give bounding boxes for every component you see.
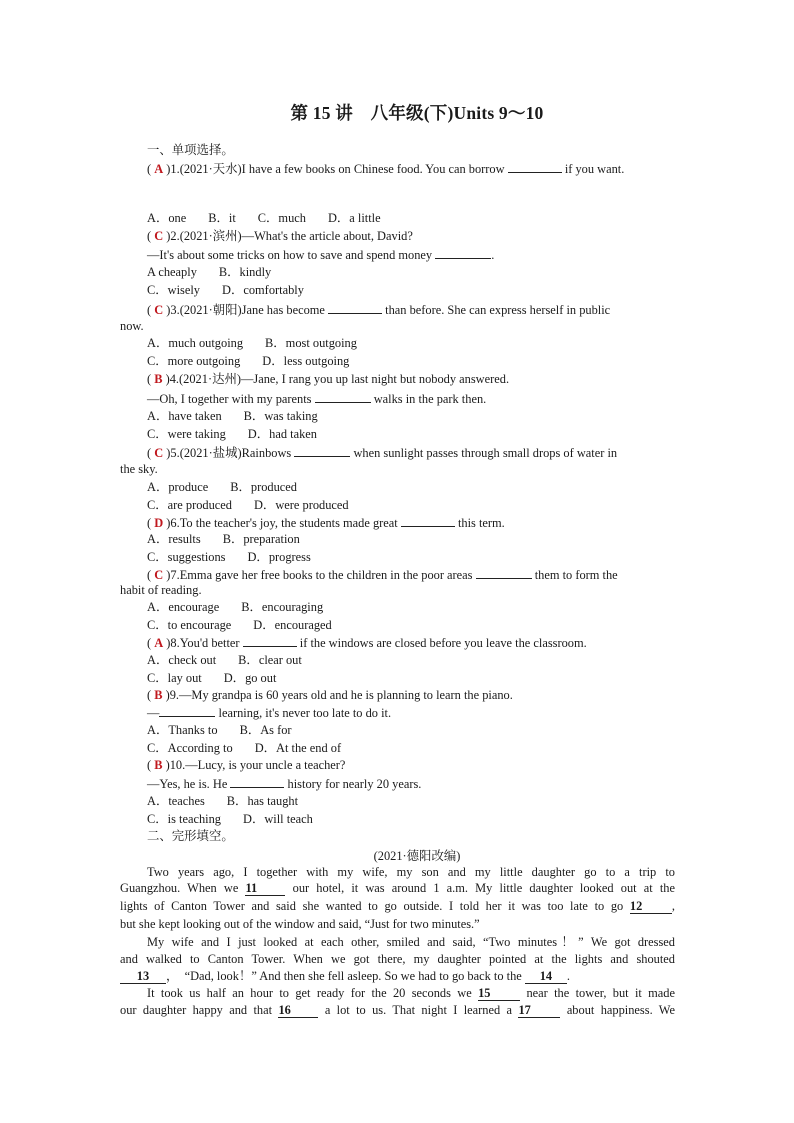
answer-blank[interactable] (508, 160, 562, 173)
options-7a: A．encourage B．encouraging (147, 600, 324, 614)
options-6a: A．results B．preparation (147, 532, 300, 546)
cloze-line-9: our daughter happy and that 16 a lot to us. That night I learned a 17 about happiness. We (120, 1003, 676, 1017)
answer-5: C (154, 446, 164, 460)
cloze-blank-16[interactable]: 16 (278, 1003, 318, 1018)
options-3b: C．more outgoing D．less outgoing (147, 354, 350, 368)
options-7b: C．to encourage D．encouraged (147, 618, 332, 632)
answer-blank[interactable] (315, 390, 371, 403)
page-title: 第 15 讲 八年级(下)Units 9～10 (290, 103, 544, 123)
cloze-blank-15[interactable]: 15 (478, 986, 520, 1001)
answer-4: B (154, 372, 163, 386)
question-4: ( B )4.(2021·达州)—Jane, I rang you up last night but nobody answered. (147, 372, 510, 386)
answer-blank[interactable] (230, 775, 284, 788)
answer-blank[interactable] (435, 246, 491, 259)
answer-7: C (154, 568, 164, 582)
options-2b: C．wisely D．comfortably (147, 283, 304, 297)
question-5-cont: the sky. (120, 462, 158, 476)
answer-blank[interactable] (159, 704, 215, 717)
cloze-blank-17[interactable]: 17 (518, 1003, 560, 1018)
answer-2: C (154, 229, 164, 243)
answer-blank[interactable] (294, 444, 350, 457)
cloze-blank-11[interactable]: 11 (245, 881, 285, 896)
cloze-line-8: It took us half an hour to get ready for the 20 seconds we 15 near the tower, but it made (147, 986, 676, 1000)
section-heading-cloze: 二、完形填空。 (147, 829, 234, 843)
cloze-line-3: lights of Canton Tower and said she wanted to go outside. I told her it was too late to go 12 , (120, 899, 675, 913)
question-8: ( A )8.You'd better if the windows are closed before you leave the classroom. (147, 636, 587, 650)
answer-3: C (154, 303, 164, 317)
answer-10: B (154, 758, 163, 772)
question-7-cont: habit of reading. (120, 583, 202, 597)
answer-blank[interactable] (476, 566, 532, 579)
options-10b: C．is teaching D．will teach (147, 812, 313, 826)
options-10a: A．teaches B．has taught (147, 794, 299, 808)
options-2a: A cheaply B．kindly (147, 265, 272, 279)
cloze-line-2: Guangzhou. When we 11 our hotel, it was around 1 a.m. My little daughter looked out at the (120, 881, 675, 895)
cloze-line-6: and walked to Canton Tower. When we got there, my daughter pointed at the lights and shouted (120, 952, 675, 966)
options-8a: A．check out B．clear out (147, 653, 302, 667)
question-9-line-2: — learning, it's never too late to do it. (147, 706, 392, 720)
answer-6: D (154, 516, 164, 530)
cloze-line-1: Two years ago, I together with my wife, my son and my little daughter go to a trip to (147, 865, 675, 879)
question-7: ( C )7.Emma gave her free books to the children in the poor areas them to form the (147, 568, 618, 582)
options-8b: C．lay out D．go out (147, 671, 277, 685)
question-10: ( B )10.—Lucy, is your uncle a teacher? (147, 758, 346, 772)
answer-blank[interactable] (328, 301, 382, 314)
question-9: ( B )9.—My grandpa is 60 years old and he is planning to learn the piano. (147, 688, 513, 702)
answer-blank[interactable] (243, 634, 297, 647)
cloze-line-7: 13 ， “Dad, look！” And then she fell asleep. So we had to go back to the 14 . (120, 968, 570, 984)
options-1: A．one B．it C．much D．a little (147, 211, 381, 225)
answer-blank[interactable] (401, 514, 455, 527)
options-9a: A．Thanks to B．As for (147, 723, 292, 737)
section-heading-multiple-choice: 一、单项选择。 (147, 143, 234, 157)
answer-9: B (154, 688, 163, 702)
question-4-line-2: —Oh, I together with my parents walks in the park then. (147, 392, 487, 406)
cloze-line-4: but she kept looking out of the window and said, “Just for two minutes.” (120, 917, 480, 931)
options-4b: C．were taking D．had taken (147, 427, 317, 441)
options-9b: C．According to D．At the end of (147, 741, 342, 755)
cloze-blank-14[interactable]: 14 (525, 969, 567, 984)
options-5b: C．are produced D．were produced (147, 498, 349, 512)
options-6b: C．suggestions D．progress (147, 550, 311, 564)
options-3a: A．much outgoing B．most outgoing (147, 336, 357, 350)
cloze-blank-12[interactable]: 12 (630, 899, 672, 914)
answer-1: A (154, 162, 164, 176)
question-5: ( C )5.(2021·盐城)Rainbows when sunlight passes through small drops of water in (147, 446, 618, 460)
question-3: ( C )3.(2021·朝阳)Jane has become than before. She can express herself in public (147, 303, 611, 317)
options-4a: A．have taken B．was taking (147, 409, 318, 423)
answer-8: A (154, 636, 164, 650)
question-10-line-2: —Yes, he is. He history for nearly 20 years. (147, 777, 422, 791)
question-3-cont: now. (120, 319, 144, 333)
question-2: ( C )2.(2021·滨州)—What's the article about, David? (147, 229, 413, 243)
cloze-blank-13[interactable]: 13 (120, 969, 166, 984)
question-1: ( A )1.(2021·天水)I have a few books on Chinese food. You can borrow if you want. (147, 162, 625, 176)
cloze-line-5: My wife and I just looked at each other, smiled and said, “Two minutes！” We got dressed (147, 935, 675, 949)
cloze-source: (2021·德阳改编) (373, 849, 461, 863)
question-6: ( D )6.To the teacher's joy, the students made great this term. (147, 516, 505, 530)
question-2-line-2: —It's about some tricks on how to save and spend money . (147, 248, 495, 262)
options-5a: A．produce B．produced (147, 480, 298, 494)
